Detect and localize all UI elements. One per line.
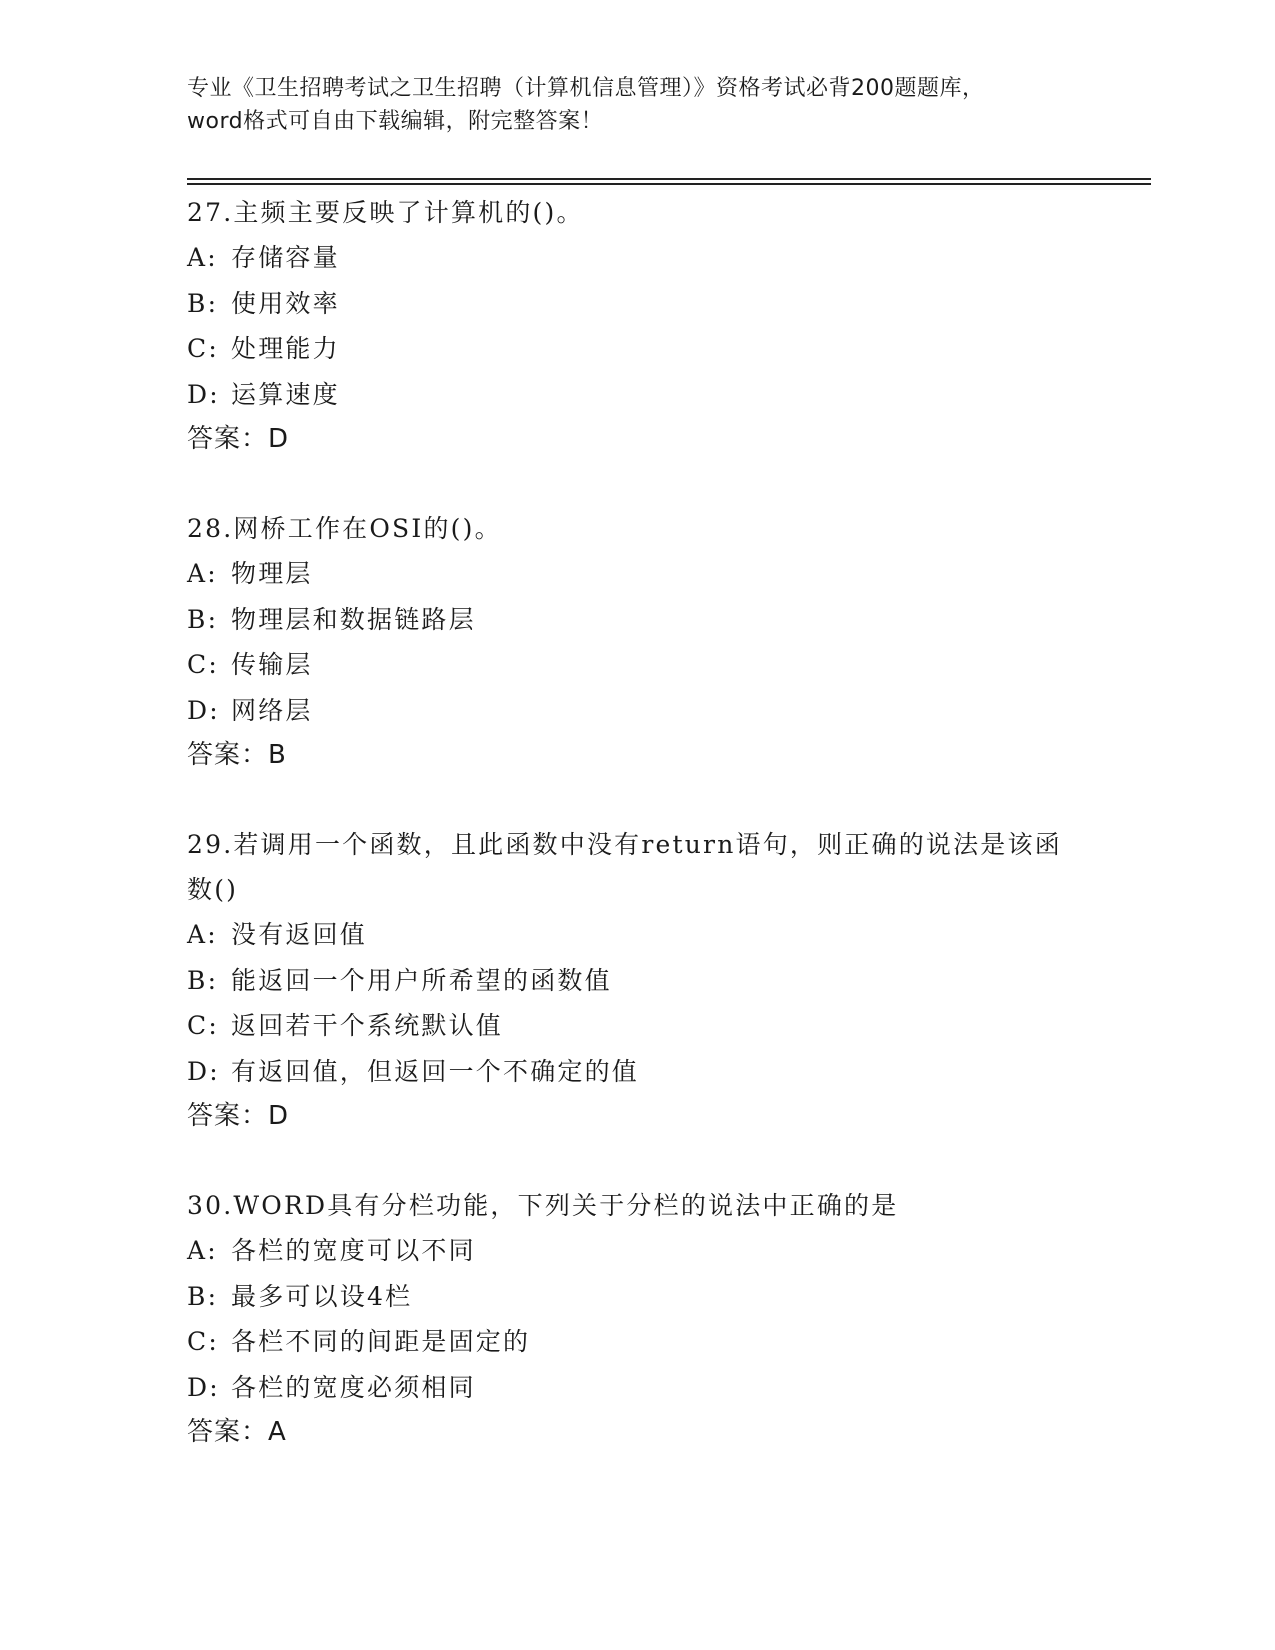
question-title: 28.网桥工作在OSI的()。	[187, 514, 502, 543]
answer-line: 答案：A	[187, 1417, 287, 1447]
option-c	[187, 326, 1087, 372]
option-letter: D:	[187, 695, 220, 725]
question-30	[187, 1183, 1087, 1455]
option-letter: D:	[187, 379, 220, 409]
question-list	[187, 190, 1087, 1499]
option-a	[187, 551, 1087, 597]
option-text: 各栏的宽度可以不同	[231, 1236, 476, 1265]
question-title: 30.WORD具有分栏功能，下列关于分栏的说法中正确的是	[187, 1191, 899, 1220]
option-text: 运算速度	[231, 379, 340, 409]
option-text: 没有返回值	[231, 920, 368, 949]
question-28	[187, 506, 1087, 778]
option-a	[187, 912, 1087, 958]
option-text: 处理能力	[231, 334, 340, 363]
option-text: 返回若干个系统默认值	[231, 1011, 504, 1040]
option-c	[187, 1003, 1087, 1049]
document-header	[187, 72, 1087, 138]
answer-line: 答案：D	[187, 424, 290, 454]
option-text: 物理层	[231, 559, 313, 588]
option-d	[187, 372, 1087, 418]
option-letter: D:	[187, 1372, 220, 1402]
option-letter: B:	[187, 1281, 219, 1311]
answer-line: 答案：B	[187, 740, 287, 770]
option-letter: B:	[187, 604, 219, 634]
option-letter: C:	[187, 334, 219, 363]
option-b	[187, 281, 1087, 327]
option-letter: C:	[187, 1327, 219, 1356]
option-text: 各栏不同的间距是固定的	[231, 1327, 531, 1356]
option-b	[187, 597, 1087, 643]
option-text: 存储容量	[231, 243, 340, 272]
option-text: 物理层和数据链路层	[231, 604, 476, 634]
question-27	[187, 190, 1087, 462]
option-b	[187, 1274, 1087, 1320]
header-divider-bottom	[187, 183, 1151, 185]
option-a	[187, 235, 1087, 281]
option-letter: D:	[187, 1056, 220, 1086]
option-letter: A:	[187, 920, 218, 949]
option-letter: A:	[187, 243, 218, 272]
header-divider-top	[187, 178, 1151, 180]
option-b	[187, 958, 1087, 1004]
option-letter: A:	[187, 559, 218, 588]
answer-line: 答案：D	[187, 1101, 290, 1131]
option-letter: B:	[187, 965, 219, 995]
option-text: 传输层	[231, 650, 313, 679]
question-title: 27.主频主要反映了计算机的()。	[187, 198, 584, 227]
option-letter: C:	[187, 1011, 219, 1040]
option-text: 最多可以设4栏	[231, 1281, 413, 1311]
option-a	[187, 1228, 1087, 1274]
option-letter: A:	[187, 1236, 218, 1265]
option-text: 有返回值，但返回一个不确定的值	[231, 1056, 640, 1086]
question-29	[187, 822, 1087, 1139]
option-c	[187, 642, 1087, 688]
option-c	[187, 1319, 1087, 1365]
header-line-2: word格式可自由下载编辑，附完整答案！	[187, 109, 604, 134]
option-text: 使用效率	[231, 288, 340, 318]
option-text: 能返回一个用户所希望的函数值	[231, 965, 612, 995]
option-letter: C:	[187, 650, 219, 679]
option-d	[187, 688, 1087, 734]
option-text: 网络层	[231, 695, 313, 725]
option-letter: B:	[187, 288, 219, 318]
option-d	[187, 1049, 1087, 1095]
question-title: 29.若调用一个函数，且此函数中没有return语句，则正确的说法是该函数()	[187, 830, 1062, 904]
option-text: 各栏的宽度必须相同	[231, 1372, 476, 1402]
header-line-1: 专业《卫生招聘考试之卫生招聘（计算机信息管理）》资格考试必背200题题库，	[187, 76, 985, 101]
option-d	[187, 1365, 1087, 1411]
